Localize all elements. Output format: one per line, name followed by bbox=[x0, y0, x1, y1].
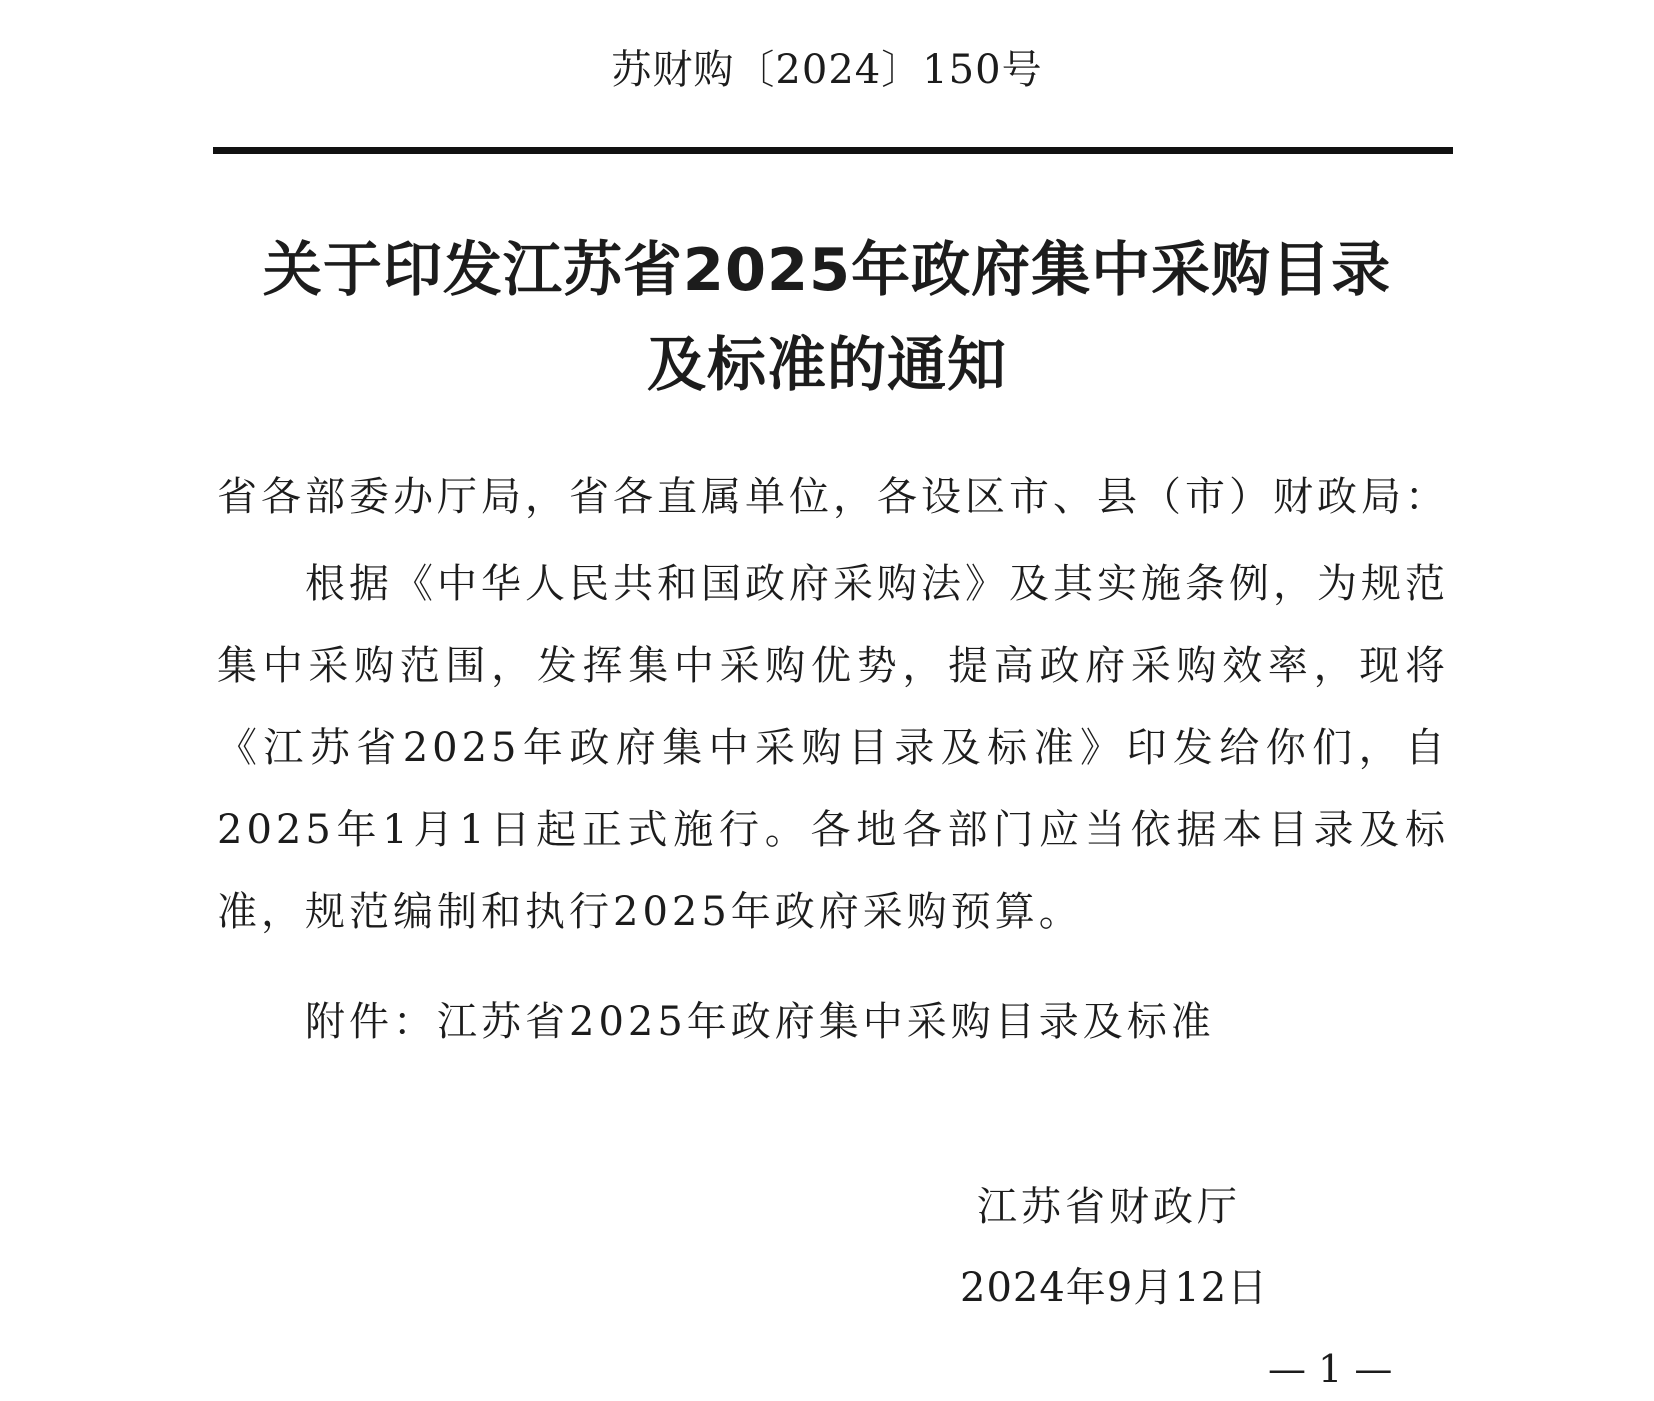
document-number: 苏财购〔2024〕150号 bbox=[611, 47, 1043, 93]
body-paragraph: 根据《中华人民共和国政府采购法》及其实施条例，为规范集中采购范围，发挥集中采购优势，提高政府采购效率，现将《江苏省2025年政府集中采购目录及标准》印发给你们，自2025年1月1日起正式施行。各地各部门应当依据本目录及标准，规范编制和执行2025年政府采购预算。 bbox=[217, 561, 1449, 935]
title-line-2: 及标准的通知 bbox=[646, 330, 1007, 399]
addressee-line: 省各部委办厅局，省各直属单位，各设区市、县（市）财政局： bbox=[217, 474, 1449, 520]
title-line-1: 关于印发江苏省2025年政府集中采购目录 bbox=[262, 235, 1392, 304]
issue-date: 2024年9月12日 bbox=[960, 1265, 1269, 1311]
issuer-name: 江苏省财政厅 bbox=[977, 1184, 1241, 1230]
page-number: — 1 — bbox=[1268, 1347, 1393, 1391]
document-title bbox=[0, 222, 1654, 412]
attachment-line: 附件：江苏省2025年政府集中采购目录及标准 bbox=[305, 999, 1215, 1045]
header-divider bbox=[213, 147, 1453, 154]
